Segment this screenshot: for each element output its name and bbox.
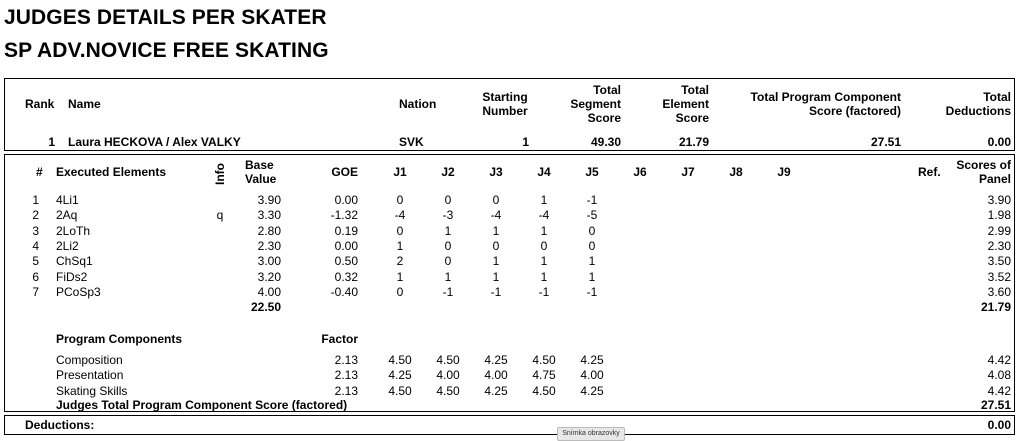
element-panel: 2.30 (987, 238, 1011, 253)
element-judge-2: 1 (444, 269, 452, 284)
header-judge-8: J8 (729, 165, 743, 179)
header-panel-2: Panel (978, 172, 1011, 186)
component-judge-2: 4.00 (436, 368, 460, 383)
header-judge-9: J9 (777, 165, 791, 179)
element-name: PCoSp3 (56, 284, 101, 299)
element-name: 2Li2 (56, 238, 79, 253)
element-judge-1: 0 (396, 284, 404, 299)
element-judge-4: -1 (538, 284, 550, 299)
component-factor: 2.13 (334, 353, 358, 367)
element-base: 3.90 (257, 193, 281, 207)
components-total-value: 27.51 (980, 398, 1011, 412)
header-base-1: Base (245, 158, 274, 172)
element-base: 2.80 (257, 223, 281, 238)
components-header: Program Components (56, 332, 183, 346)
header-nation: Nation (399, 97, 437, 111)
summary-table (4, 78, 1015, 151)
element-goe: 0.50 (334, 254, 358, 269)
row-ded: 0.00 (987, 135, 1011, 149)
element-goe: -0.40 (330, 284, 358, 299)
component-judge-2: 4.50 (436, 383, 460, 398)
component-judge-5: 4.25 (580, 383, 604, 398)
component-judge-3: 4.00 (484, 368, 508, 383)
element-judge-4: 1 (540, 223, 548, 238)
component-panel: 4.42 (987, 353, 1011, 367)
element-judge-2: 1 (444, 223, 452, 238)
element-panel: 3.90 (987, 193, 1011, 207)
page-title-line1: JUDGES DETAILS PER SKATER (4, 6, 327, 29)
row-starting-number: 1 (522, 135, 529, 149)
element-name: 2LoTh (56, 223, 91, 238)
component-judge-3: 4.25 (484, 353, 508, 367)
component-judge-2: 4.50 (436, 353, 460, 367)
screenshot-tooltip: Snímka obrazovky (557, 427, 625, 441)
deductions-label: Deductions: (25, 418, 95, 432)
element-judge-5: 0 (588, 223, 596, 238)
header-judge-4: J4 (537, 165, 551, 179)
header-judge-7: J7 (681, 165, 695, 179)
header-ded-1: Total (983, 90, 1011, 104)
element-base: 4.00 (257, 284, 281, 299)
element-name: 4Li1 (56, 193, 79, 207)
header-starting-number-2: Number (482, 104, 528, 118)
component-judge-4: 4.50 (532, 383, 556, 398)
element-judge-5: -1 (586, 193, 598, 207)
element-judge-5: -5 (586, 208, 598, 223)
component-panel: 4.08 (987, 368, 1011, 383)
element-goe: 0.19 (334, 223, 358, 238)
component-judge-5: 4.25 (580, 353, 604, 367)
header-pcs-2: Score (factored) (808, 104, 901, 118)
element-info: q (216, 208, 224, 223)
element-judge-2: -1 (442, 284, 454, 299)
element-panel: 3.50 (987, 254, 1011, 269)
component-factor: 2.13 (334, 368, 358, 383)
component-name: Composition (56, 353, 123, 367)
base-total: 22.50 (250, 300, 281, 314)
header-tes-3: Score (675, 111, 709, 125)
component-judge-1: 4.25 (388, 368, 412, 383)
component-judge-4: 4.75 (532, 368, 556, 383)
element-num: 4 (32, 238, 39, 253)
header-executed-elements: Executed Elements (56, 165, 167, 179)
element-num: 7 (32, 284, 39, 299)
page-title-line2: SP ADV.NOVICE FREE SKATING (4, 39, 329, 62)
element-panel: 1.98 (987, 208, 1011, 223)
element-judge-4: 1 (540, 254, 548, 269)
header-judge-6: J6 (633, 165, 647, 179)
component-judge-3: 4.25 (484, 383, 508, 398)
element-judge-5: 0 (588, 238, 596, 253)
header-tss-1: Total (593, 83, 621, 97)
component-factor: 2.13 (334, 383, 358, 398)
header-tss-3: Score (587, 111, 621, 125)
element-panel: 3.60 (987, 284, 1011, 299)
deductions-bar (4, 415, 1015, 435)
component-name: Skating Skills (56, 383, 128, 398)
element-judge-4: 1 (540, 269, 548, 284)
header-tes-1: Total (681, 83, 709, 97)
header-tss-2: Segment (570, 97, 621, 111)
header-rank: Rank (25, 97, 55, 111)
element-judge-1: 0 (396, 223, 404, 238)
element-name: FiDs2 (56, 269, 88, 284)
element-name: ChSq1 (56, 254, 93, 269)
component-judge-1: 4.50 (388, 383, 412, 398)
header-pcs-1: Total Program Component (750, 90, 901, 104)
header-judge-3: J3 (489, 165, 503, 179)
element-goe: 0.00 (334, 238, 358, 253)
element-judge-4: 1 (540, 193, 548, 207)
row-nation: SVK (399, 135, 424, 149)
component-panel: 4.42 (987, 383, 1011, 398)
deductions-value: 0.00 (987, 418, 1011, 432)
element-name: 2Aq (56, 208, 78, 223)
element-judge-1: 1 (396, 269, 404, 284)
header-judge-2: J2 (441, 165, 455, 179)
element-judge-1: 2 (396, 254, 404, 269)
header-ded-2: Deductions (945, 104, 1011, 118)
element-judge-3: 1 (492, 269, 500, 284)
element-panel: 2.99 (987, 223, 1011, 238)
element-num: 1 (32, 193, 39, 207)
element-num: 2 (32, 208, 39, 223)
header-base-2: Value (245, 172, 277, 186)
element-goe: 0.32 (334, 269, 358, 284)
components-factor-label: Factor (321, 332, 358, 346)
element-judge-3: 1 (492, 223, 500, 238)
element-num: 3 (32, 223, 39, 238)
row-tss: 49.30 (590, 135, 621, 149)
element-judge-1: 1 (396, 238, 404, 253)
element-base: 3.00 (257, 254, 281, 269)
element-base: 2.30 (257, 238, 281, 253)
element-judge-3: 0 (492, 193, 500, 207)
header-ref: Ref. (918, 165, 941, 179)
header-goe: GOE (331, 165, 358, 179)
element-judge-1: 0 (396, 193, 404, 207)
element-judge-2: -3 (442, 208, 454, 223)
element-goe: 0.00 (334, 193, 358, 207)
element-panel: 3.52 (987, 269, 1011, 284)
elements-table (4, 154, 1015, 412)
panel-total: 21.79 (980, 300, 1011, 314)
element-base: 3.30 (257, 208, 281, 223)
component-judge-1: 4.50 (388, 353, 412, 367)
row-tes: 21.79 (678, 135, 709, 149)
element-judge-5: 1 (588, 269, 596, 284)
element-judge-2: 0 (444, 193, 452, 207)
header-info: Info (213, 163, 227, 185)
element-judge-3: -4 (490, 208, 502, 223)
element-judge-4: -4 (538, 208, 550, 223)
header-num: # (36, 165, 43, 179)
header-panel-1: Scores of (956, 158, 1011, 172)
element-judge-3: 0 (492, 238, 500, 253)
element-judge-3: -1 (490, 284, 502, 299)
element-judge-2: 0 (444, 254, 452, 269)
header-tes-2: Element (662, 97, 709, 111)
header-name: Name (68, 97, 101, 111)
header-judge-1: J1 (393, 165, 407, 179)
component-judge-4: 4.50 (532, 353, 556, 367)
element-judge-4: 0 (540, 238, 548, 253)
element-num: 6 (32, 269, 39, 284)
components-total-label: Judges Total Program Component Score (factored) (56, 398, 348, 412)
row-name: Laura HECKOVA / Alex VALKY (68, 135, 241, 149)
header-starting-number-1: Starting (482, 90, 528, 104)
element-num: 5 (32, 254, 39, 269)
header-judge-5: J5 (585, 165, 599, 179)
row-rank: 1 (48, 135, 55, 149)
element-judge-5: 1 (588, 254, 596, 269)
element-goe: -1.32 (330, 208, 358, 223)
element-judge-2: 0 (444, 238, 452, 253)
component-judge-5: 4.00 (580, 368, 604, 383)
row-pcs: 27.51 (870, 135, 901, 149)
element-judge-1: -4 (394, 208, 406, 223)
component-name: Presentation (56, 368, 124, 383)
element-base: 3.20 (257, 269, 281, 284)
element-judge-5: -1 (586, 284, 598, 299)
element-judge-3: 1 (492, 254, 500, 269)
